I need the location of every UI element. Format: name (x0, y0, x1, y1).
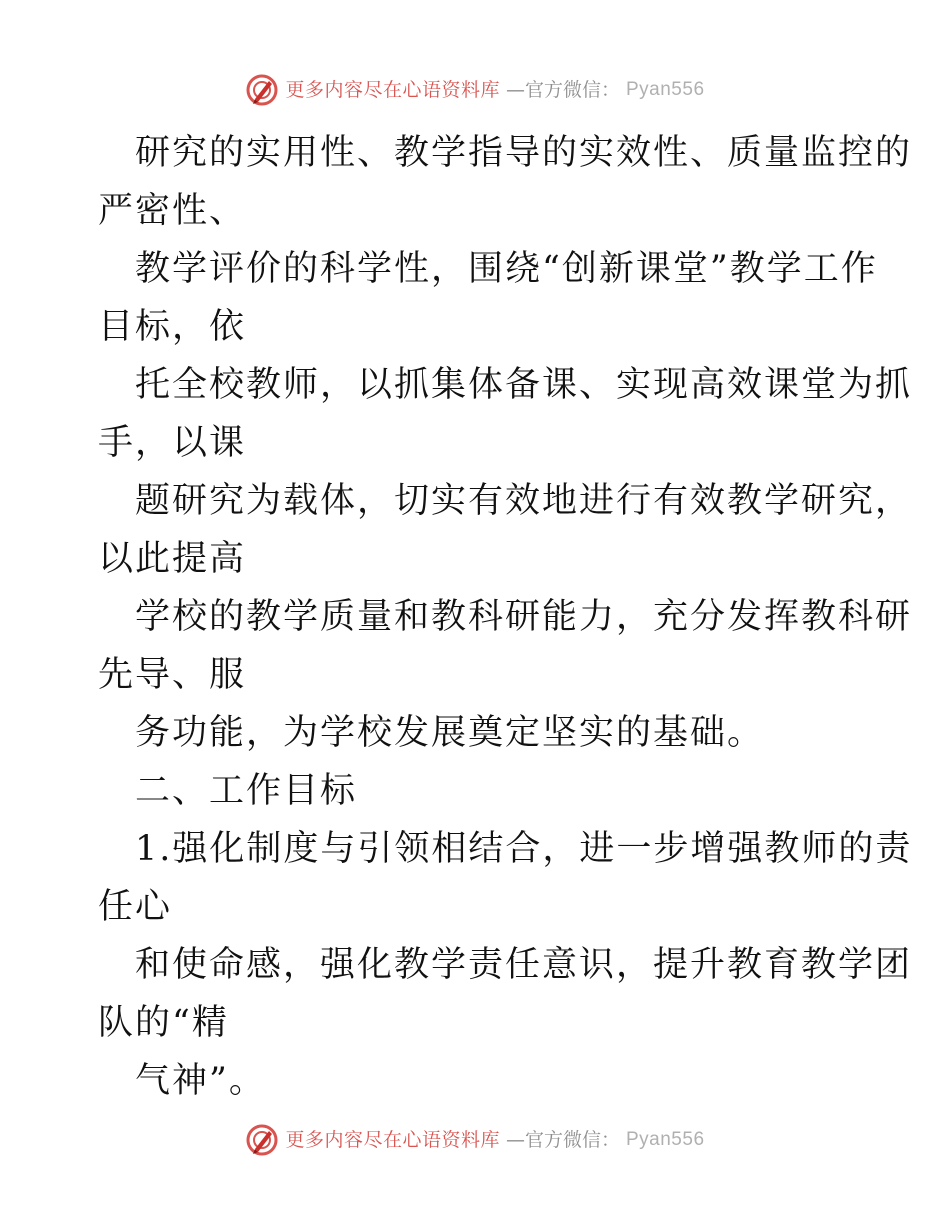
text-line: 教学评价的科学性，围绕“创新课堂”教学工作 (135, 249, 878, 289)
watermark-wechat-label: —官方微信： (505, 79, 620, 101)
text-line: 任心 (98, 887, 173, 927)
body-text (98, 124, 913, 1110)
footer-watermark (0, 1122, 950, 1158)
text-line: 队的“精 (98, 1003, 229, 1043)
watermark-wechat-label: —官方微信： (505, 1129, 620, 1151)
text-line: 先导、服 (98, 655, 247, 695)
pen-logo-icon (245, 73, 279, 107)
header-watermark (0, 72, 950, 108)
text-line: 严密性、 (98, 191, 247, 231)
watermark-brand-text: 更多内容尽在心语资料库 (285, 1129, 500, 1151)
watermark-brand-text: 更多内容尽在心语资料库 (285, 79, 500, 101)
text-line: 以此提高 (98, 539, 247, 579)
text-line: 气神”。 (135, 1061, 266, 1101)
text-line: 托全校教师，以抓集体备课、实现高效课堂为抓 (135, 365, 913, 405)
text-line: 手，以课 (98, 423, 247, 463)
text-line: 务功能，为学校发展奠定坚实的基础。 (135, 713, 765, 753)
text-line: 题研究为载体，切实有效地进行有效教学研究， (135, 481, 913, 521)
watermark-wechat-id: Pyan556 (626, 1129, 705, 1150)
text-line: 研究的实用性、教学指导的实效性、质量监控的 (135, 133, 913, 173)
text-line: 1.强化制度与引领相结合，进一步增强教师的责 (135, 829, 913, 869)
text-line: 和使命感，强化教学责任意识，提升教育教学团 (135, 945, 913, 985)
text-line: 目标，依 (98, 307, 247, 347)
watermark-wechat-id: Pyan556 (626, 79, 705, 100)
text-line: 学校的教学质量和教科研能力，充分发挥教科研 (135, 597, 913, 637)
section-heading: 二、工作目标 (135, 771, 358, 811)
pen-logo-icon (245, 1123, 279, 1157)
